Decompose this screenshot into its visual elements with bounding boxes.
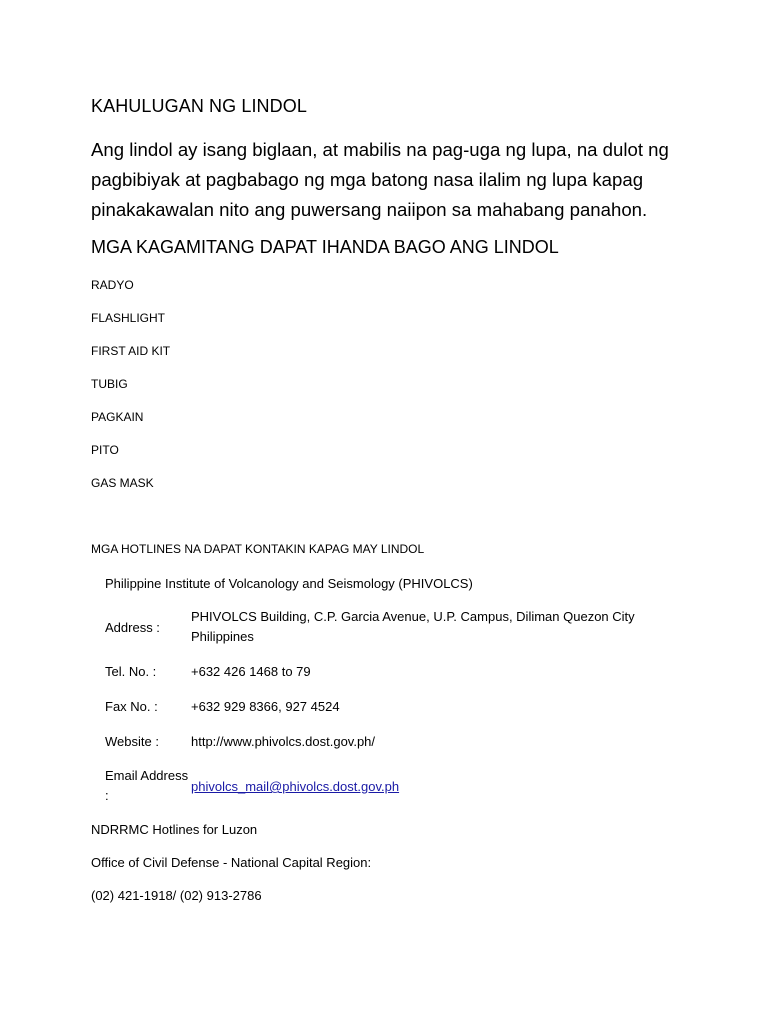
supply-item: RADYO — [91, 278, 134, 292]
email-label — [105, 766, 189, 806]
fax-label: Fax No. : — [105, 699, 158, 714]
supply-item: PITO — [91, 443, 119, 457]
hotlines-heading: MGA HOTLINES NA DAPAT KONTAKIN KAPAG MAY LINDOL — [91, 542, 425, 556]
email-label-line: Email Address — [105, 768, 189, 783]
email-label-line: : — [105, 788, 109, 803]
address-line: PHIVOLCS Building, C.P. Garcia Avenue, U.P. Campus, Diliman Quezon City — [191, 609, 635, 624]
page-title: KAHULUGAN NG LINDOL — [91, 96, 307, 116]
address-value — [191, 607, 635, 647]
tel-label: Tel. No. : — [105, 664, 157, 679]
supply-item: PAGKAIN — [91, 410, 144, 424]
website-label: Website : — [105, 734, 159, 749]
definition-line: pagbibiyak at pagbabago ng mga batong nasa ilalim ng lupa kapag — [91, 169, 644, 190]
fax-value: +632 929 8366, 927 4524 — [191, 699, 340, 714]
website-value: http://www.phivolcs.dost.gov.ph/ — [191, 734, 376, 749]
org-name: Philippine Institute of Volcanology and Seismology (PHIVOLCS) — [105, 576, 473, 591]
supply-item: FLASHLIGHT — [91, 311, 166, 325]
supply-item: FIRST AID KIT — [91, 344, 171, 358]
definition-line: pinakakawalan nito ang puwersang naiipon sa mahabang panahon. — [91, 199, 648, 220]
supply-item: TUBIG — [91, 377, 128, 391]
ocd-heading: Office of Civil Defense - National Capital Region: — [91, 855, 372, 870]
email-link[interactable]: phivolcs_mail@phivolcs.dost.gov.ph — [191, 779, 400, 794]
tel-value: +632 426 1468 to 79 — [191, 664, 311, 679]
definition-line: Ang lindol ay isang biglaan, at mabilis na pag-uga ng lupa, na dulot ng — [91, 139, 669, 160]
supplies-heading: MGA KAGAMITANG DAPAT IHANDA BAGO ANG LINDOL — [91, 237, 559, 257]
definition-paragraph — [91, 135, 731, 225]
address-line: Philippines — [191, 629, 254, 644]
supply-item: GAS MASK — [91, 476, 154, 490]
ndrrmc-heading: NDRRMC Hotlines for Luzon — [91, 822, 258, 837]
address-label: Address : — [105, 620, 160, 635]
ocd-phones: (02) 421-1918/ (02) 913-2786 — [91, 888, 262, 903]
